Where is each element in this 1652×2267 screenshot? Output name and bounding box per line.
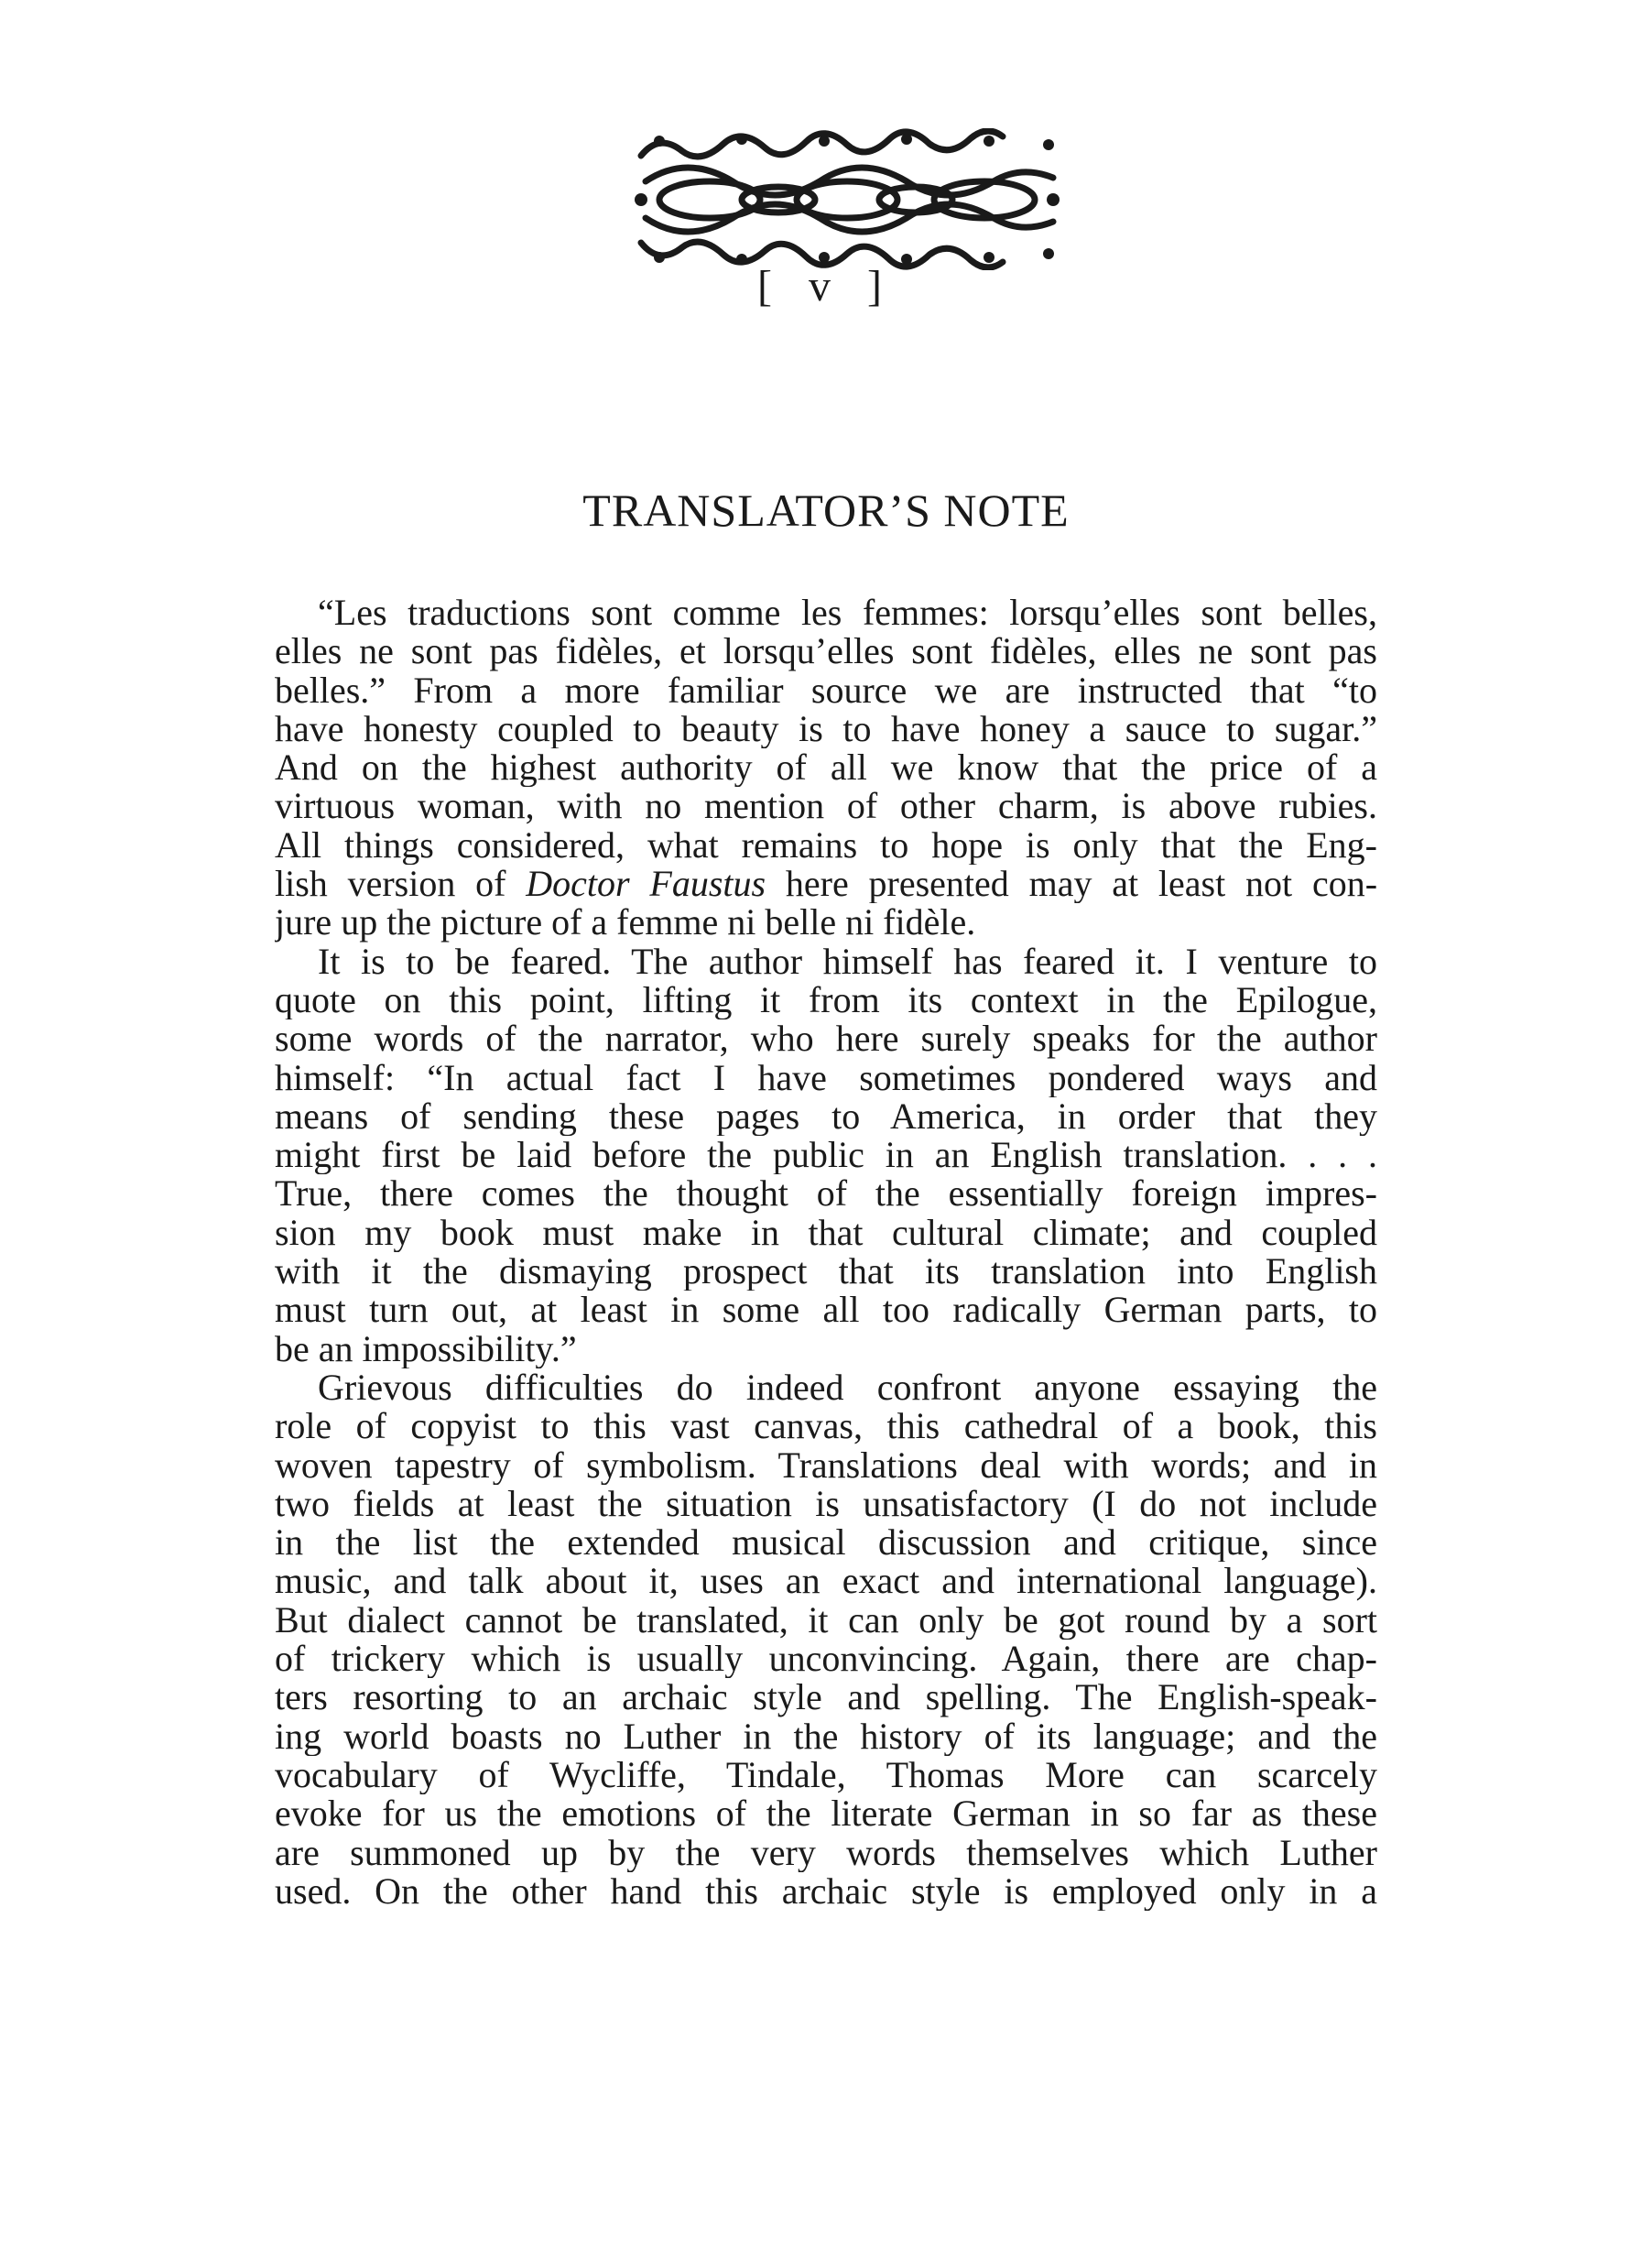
- text-line: some words of the narrator, who here surely speaks for the author: [275, 1019, 1377, 1059]
- text-line: virtuous woman, with no mention of other charm, is above rubies.: [275, 787, 1377, 826]
- paragraph-2: [275, 943, 1377, 1368]
- paragraph-1: [275, 594, 1377, 943]
- text-line: role of copyist to this vast canvas, this cathedral of a book, this: [275, 1407, 1377, 1446]
- text-line: have honesty coupled to beauty is to have honey a sauce to sugar.”: [275, 709, 1377, 749]
- text-line: jure up the picture of a femme ni belle ni fidèle.: [275, 903, 976, 943]
- page-title: TRANSLATOR’S NOTE: [582, 485, 1070, 536]
- text-run: here presented may at least not con-: [766, 865, 1377, 904]
- text-line: woven tapestry of symbolism. Translations deal with words; and in: [275, 1445, 1377, 1485]
- text-line: elles ne sont pas fidèles, et lorsqu’elles sont fidèles, elles ne sont pas: [275, 632, 1377, 671]
- text-line: sion my book must make in that cultural climate; and coupled: [275, 1213, 1377, 1253]
- text-line: ters resorting to an archaic style and spelling. The English-speak-: [275, 1678, 1377, 1717]
- text-line: means of sending these pages to America, in order that they: [275, 1096, 1377, 1137]
- page-number: [ v ]: [757, 262, 895, 311]
- body-text: [275, 594, 1377, 1911]
- text-line: belles.” From a more familiar source we are instructed that “to: [275, 670, 1377, 710]
- text-line: might first be laid before the public in an English translation. . . .: [275, 1136, 1377, 1175]
- book-title: Doctor Faustus: [526, 865, 766, 904]
- text-line: music, and talk about it, uses an exact and international language).: [275, 1562, 1377, 1601]
- text-line: All things considered, what remains to hope is only that the Eng-: [275, 825, 1377, 866]
- text-line: used. On the other hand this archaic style is employed only in a: [275, 1871, 1377, 1912]
- text-line: vocabulary of Wycliffe, Tindale, Thomas More can scarcely: [275, 1755, 1377, 1795]
- text-line: [275, 865, 1377, 903]
- text-line: of trickery which is usually unconvincing. Again, there are chap-: [275, 1640, 1377, 1679]
- text-line: himself: “In actual fact I have sometimes pondered ways and: [275, 1058, 1377, 1097]
- text-line: And on the highest authority of all we know that the price of a: [275, 748, 1377, 788]
- paragraph-3: [275, 1368, 1377, 1911]
- text-line: It is to be feared. The author himself has feared it. I venture to: [318, 942, 1377, 981]
- text-run: lish version of: [275, 865, 527, 904]
- text-line: be an impossibility.”: [275, 1329, 577, 1368]
- text-line: But dialect cannot be translated, it can only be got round by a sort: [275, 1600, 1377, 1640]
- text-line: True, there comes the thought of the essentially foreign impres-: [275, 1174, 1377, 1214]
- text-line: are summoned up by the very words themselves which Luther: [275, 1833, 1377, 1872]
- text-line: “Les traductions sont comme les femmes: lorsqu’elles sont belles,: [318, 594, 1377, 633]
- text-line: ing world boasts no Luther in the history of its language; and the: [275, 1717, 1377, 1756]
- text-line: must turn out, at least in some all too radically German parts, to: [275, 1291, 1377, 1330]
- text-line: quote on this point, lifting it from its context in the Epilogue,: [275, 980, 1377, 1020]
- scrollwork-ornament-icon: [632, 128, 1062, 270]
- text-line: with it the dismaying prospect that its translation into English: [275, 1252, 1377, 1292]
- text-line: in the list the extended musical discussion and critique, since: [275, 1523, 1377, 1563]
- text-line: two fields at least the situation is unsatisfactory (I do not include: [275, 1484, 1377, 1524]
- text-line: Grievous difficulties do indeed confront anyone essaying the: [318, 1368, 1377, 1408]
- text-line: evoke for us the emotions of the literate German in so far as these: [275, 1794, 1377, 1834]
